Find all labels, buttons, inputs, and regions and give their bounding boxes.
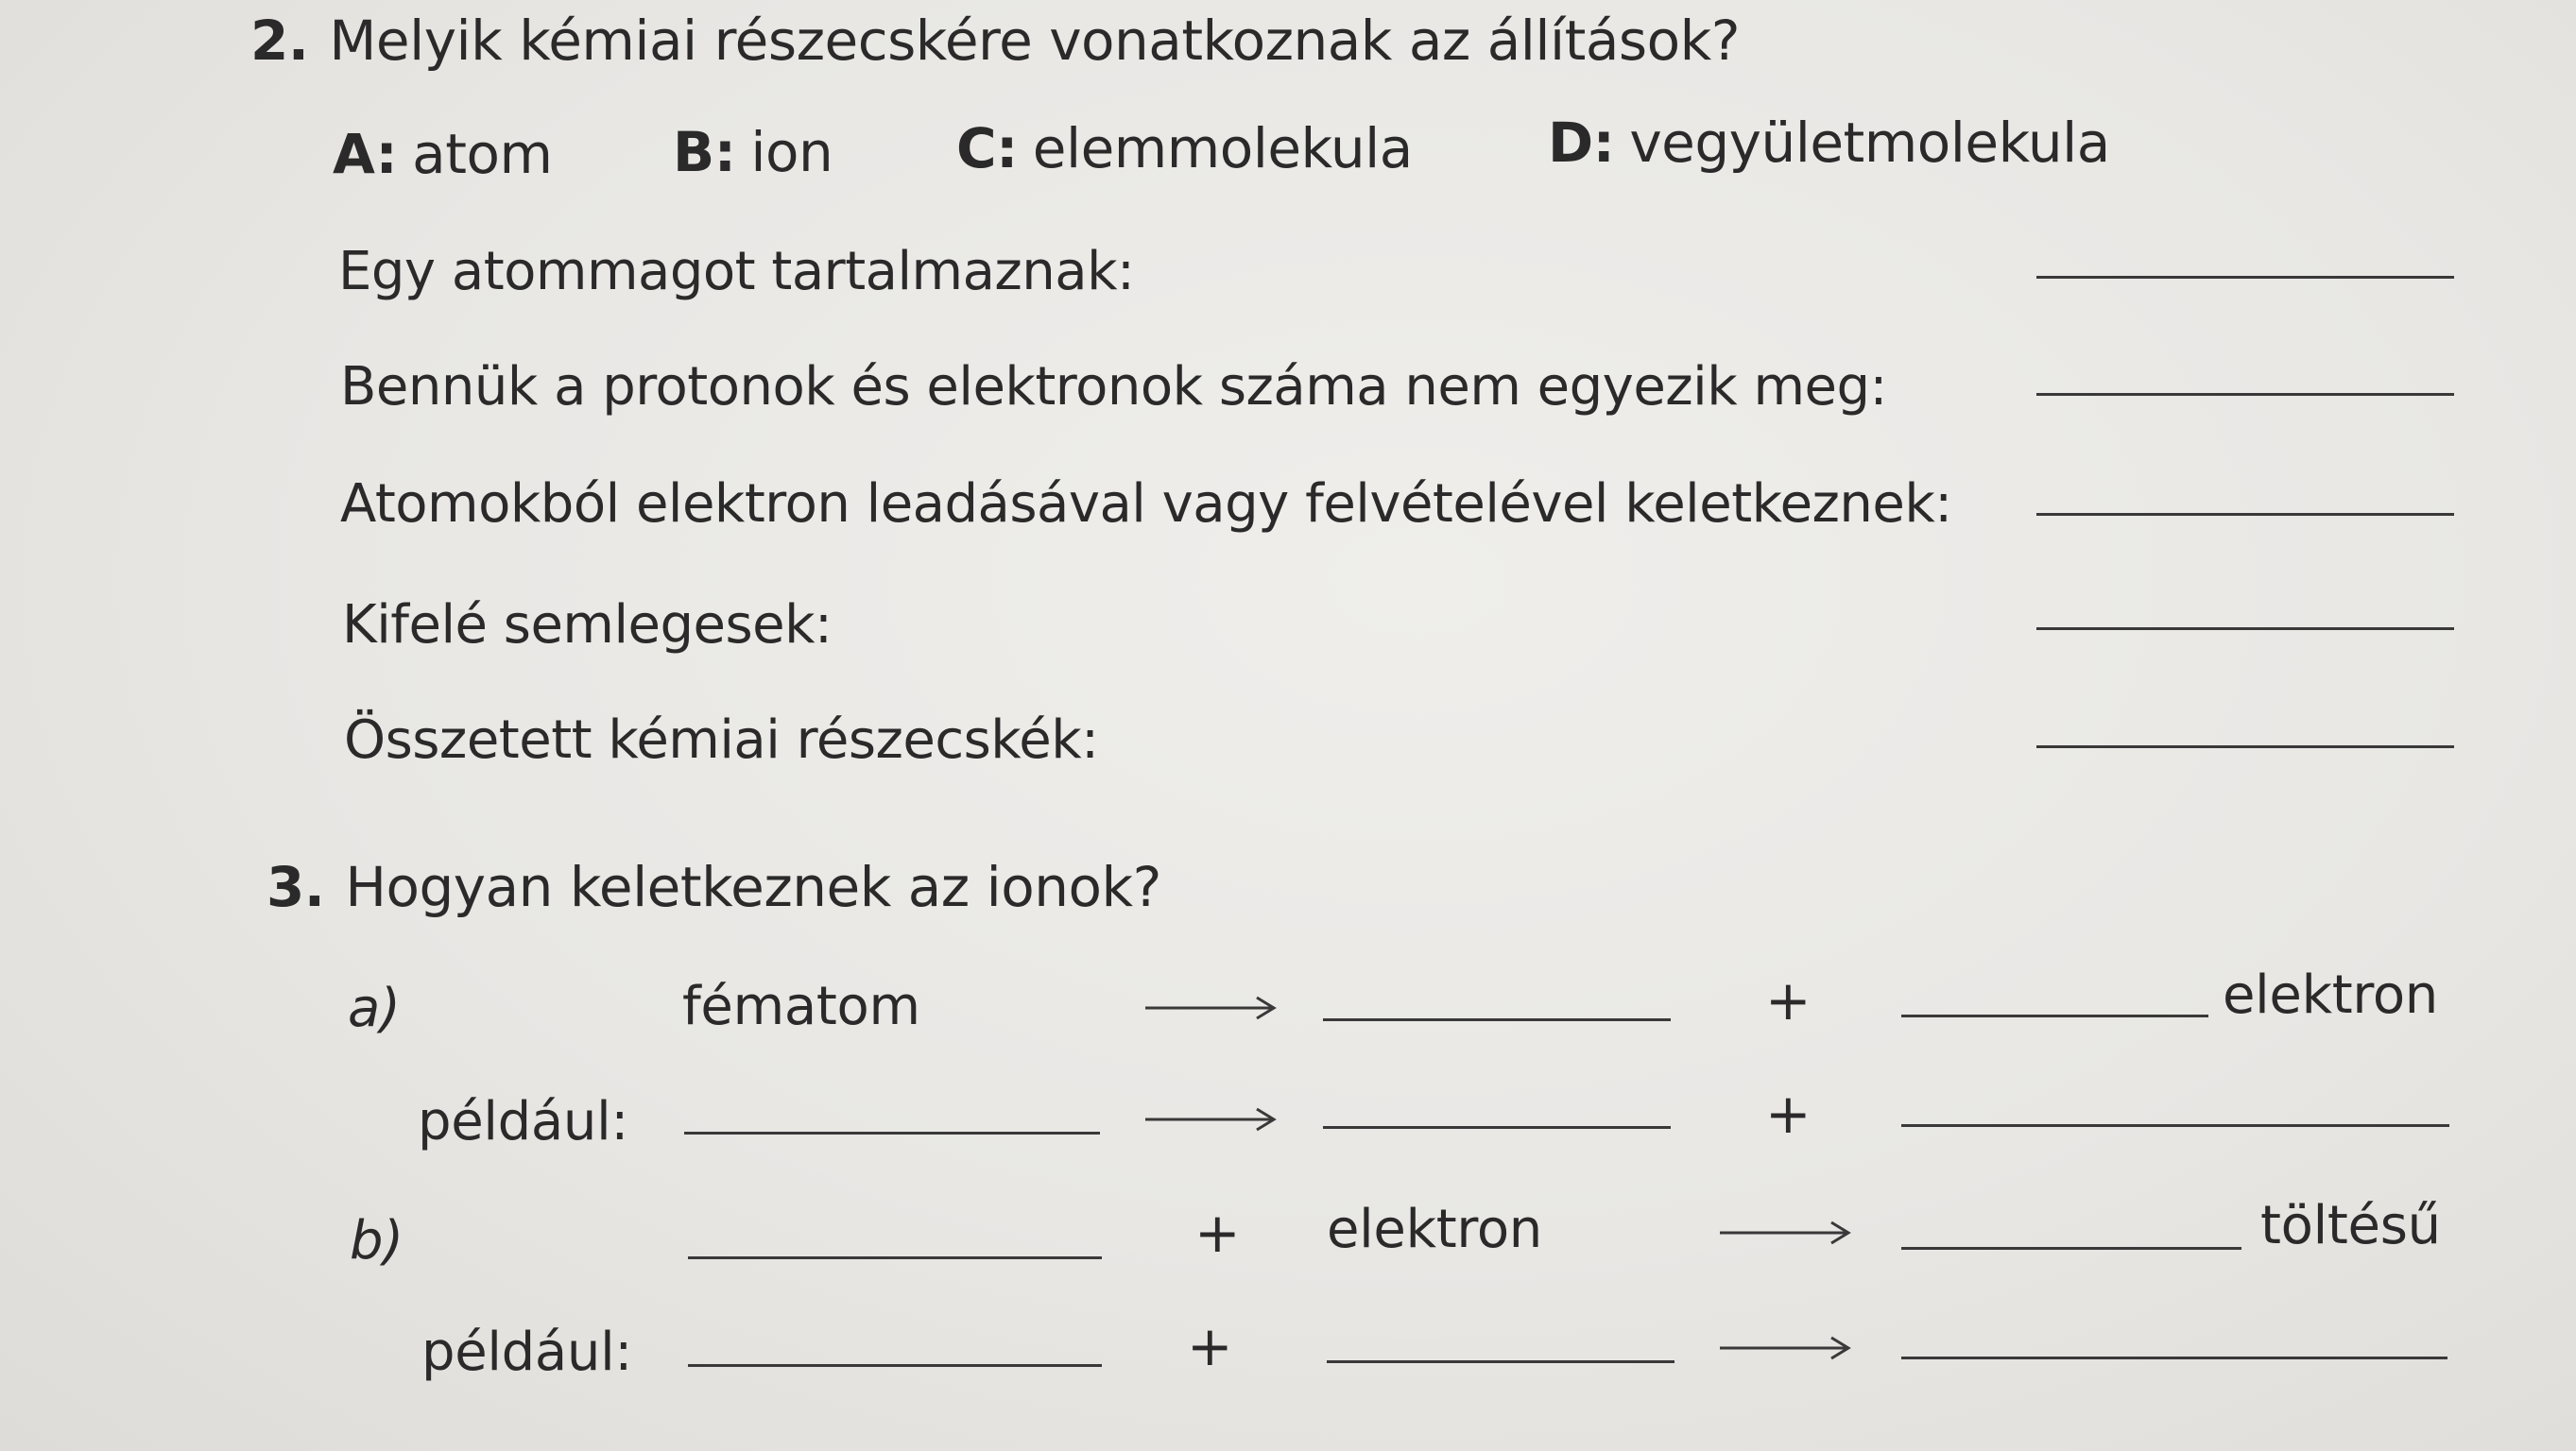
- arrow-icon: [1720, 1219, 1852, 1247]
- part-a-fematom: fématom: [682, 976, 920, 1037]
- part-a-example-label: például:: [418, 1091, 628, 1152]
- option-c: [956, 116, 1413, 180]
- option-b-label: ion: [750, 120, 833, 184]
- part-b-label: b): [350, 1210, 404, 1272]
- part-b-elektron: elektron: [1327, 1199, 1542, 1260]
- part-b-toltesu: töltésű: [2260, 1195, 2441, 1256]
- statement-2: Bennük a protonok és elektronok száma nem egyezik meg:: [340, 356, 1887, 418]
- part-b-example-label: például:: [421, 1322, 632, 1383]
- question-3-number: 3.: [266, 855, 325, 919]
- answer-blank-5[interactable]: [2036, 745, 2454, 748]
- statement-3: Atomokból elektron leadásával vagy felvételével keletkeznek:: [340, 473, 1952, 535]
- statement-4: Kifelé semlegesek:: [342, 594, 833, 656]
- arrow-icon: [1145, 994, 1278, 1022]
- part-a-elektron: elektron: [2223, 964, 2438, 1026]
- option-d: [1548, 111, 2110, 175]
- part-b-charge-blank[interactable]: [1901, 1247, 2241, 1250]
- option-c-label: elemmolekula: [1032, 116, 1413, 180]
- part-b-example-blank-2[interactable]: [1327, 1360, 1674, 1363]
- answer-blank-2[interactable]: [2036, 393, 2454, 396]
- question-2-title: [250, 9, 1741, 73]
- question-3-text: Hogyan keletkeznek az ionok?: [345, 855, 1161, 919]
- part-a-label: a): [348, 978, 401, 1039]
- option-d-key: D:: [1548, 111, 1615, 175]
- option-b-key: B:: [673, 120, 736, 184]
- answer-blank-1[interactable]: [2036, 276, 2454, 279]
- option-a-key: A:: [333, 122, 398, 186]
- statement-5: Összetett kémiai részecskék:: [344, 709, 1099, 771]
- option-a-label: atom: [412, 122, 553, 186]
- part-a-example-plus: +: [1765, 1082, 1812, 1146]
- answer-blank-4[interactable]: [2036, 627, 2454, 630]
- part-b-example-blank-3[interactable]: [1901, 1357, 2447, 1359]
- part-a-ion-blank[interactable]: [1323, 1018, 1671, 1021]
- question-3-title: [266, 855, 1161, 919]
- question-2-text: Melyik kémiai részecskére vonatkoznak az állítások?: [329, 9, 1741, 73]
- part-b-example-plus: +: [1187, 1314, 1233, 1378]
- answer-blank-3[interactable]: [2036, 513, 2454, 516]
- part-a-example-blank-1[interactable]: [684, 1132, 1100, 1135]
- option-d-label: vegyületmolekula: [1629, 111, 2110, 175]
- part-b-atom-blank[interactable]: [688, 1256, 1102, 1259]
- option-b: [673, 120, 833, 184]
- part-a-count-blank[interactable]: [1901, 1015, 2208, 1017]
- part-b-plus: +: [1194, 1201, 1241, 1265]
- part-a-example-blank-2[interactable]: [1323, 1126, 1671, 1129]
- arrow-icon: [1720, 1334, 1852, 1362]
- question-2-number: 2.: [250, 9, 309, 73]
- option-c-key: C:: [956, 116, 1018, 180]
- part-a-plus: +: [1765, 968, 1812, 1033]
- option-a: [333, 122, 553, 186]
- statement-1: Egy atommagot tartalmaznak:: [338, 241, 1135, 302]
- part-a-example-blank-3[interactable]: [1901, 1124, 2449, 1127]
- arrow-icon: [1145, 1105, 1278, 1134]
- part-b-example-blank-1[interactable]: [688, 1364, 1102, 1367]
